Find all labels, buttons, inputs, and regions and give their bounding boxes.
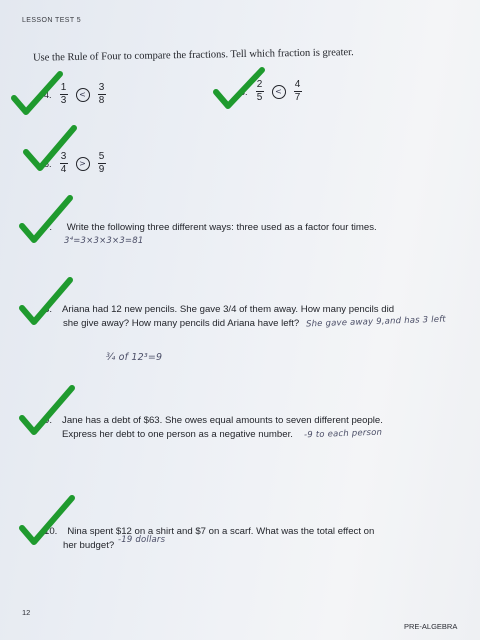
answer-9: -9 to each person xyxy=(303,427,383,441)
fraction-right: $\frac{3}{8}$ xyxy=(98,82,105,106)
checkmark-icon xyxy=(16,274,76,330)
fraction-right: $\frac{5}{9}$ xyxy=(98,151,105,175)
answer-circle: > xyxy=(76,157,90,171)
item-number: 4. xyxy=(44,89,52,100)
question-number: 9. xyxy=(44,415,53,426)
item-number: 6. xyxy=(44,158,52,169)
instruction-text: Use the Rule of Four to compare the fractions. Tell which fraction is greater. xyxy=(32,47,354,64)
page-number: 12 xyxy=(22,608,31,617)
checkmark-icon xyxy=(20,122,80,176)
checkmark-icon xyxy=(16,382,78,440)
answer-10: -19 dollars xyxy=(118,535,166,545)
question-text-line1: Nina spent $12 on a shirt and $7 on a scarf. What was the total effect on xyxy=(67,526,375,537)
question-text-line2: Express her debt to one person as a negative number. xyxy=(62,429,293,440)
question-number: 7. xyxy=(44,222,53,233)
fraction-left: $\frac{2}{5}$ xyxy=(256,79,263,103)
checkmark-icon xyxy=(210,64,268,114)
fraction-right: $\frac{4}{7}$ xyxy=(294,79,301,103)
item-number: 5. xyxy=(240,86,248,97)
answer-circle: < xyxy=(76,88,90,102)
question-number: 8. xyxy=(44,304,53,315)
book-title: PRE-ALGEBRA xyxy=(404,622,458,631)
question-text: Write the following three different ways: three used as a factor four times. xyxy=(66,222,377,233)
fraction-left: $\frac{3}{4}$ xyxy=(60,151,67,175)
question-10 xyxy=(44,525,474,553)
question-text-line2: her budget? xyxy=(63,540,115,551)
checkmark-icon xyxy=(16,192,76,248)
checkmark-icon xyxy=(16,492,78,550)
question-text-line1: Ariana had 12 new pencils. She gave 3/4 of them away. How many pencils did xyxy=(62,304,395,315)
work-8: ¾ of 12³=9 xyxy=(106,352,163,363)
answer-circle: < xyxy=(272,85,286,99)
checkmark-icon xyxy=(8,68,66,118)
question-9 xyxy=(44,414,474,442)
lesson-label: LESSON TEST 5 xyxy=(22,17,82,24)
answer-7: 3⁴=3×3×3×3=81 xyxy=(64,236,144,246)
question-number: 10. xyxy=(44,526,58,537)
fraction-left: $\frac{1}{3}$ xyxy=(60,82,67,106)
question-7 xyxy=(44,221,464,235)
question-text-line1: Jane has a debt of $63. She owes equal amounts to seven different people. xyxy=(62,415,383,426)
answer-8: She gave away 9,and has 3 left xyxy=(305,314,447,330)
question-text-line2: she give away? How many pencils did Ariana have left? xyxy=(63,318,300,329)
